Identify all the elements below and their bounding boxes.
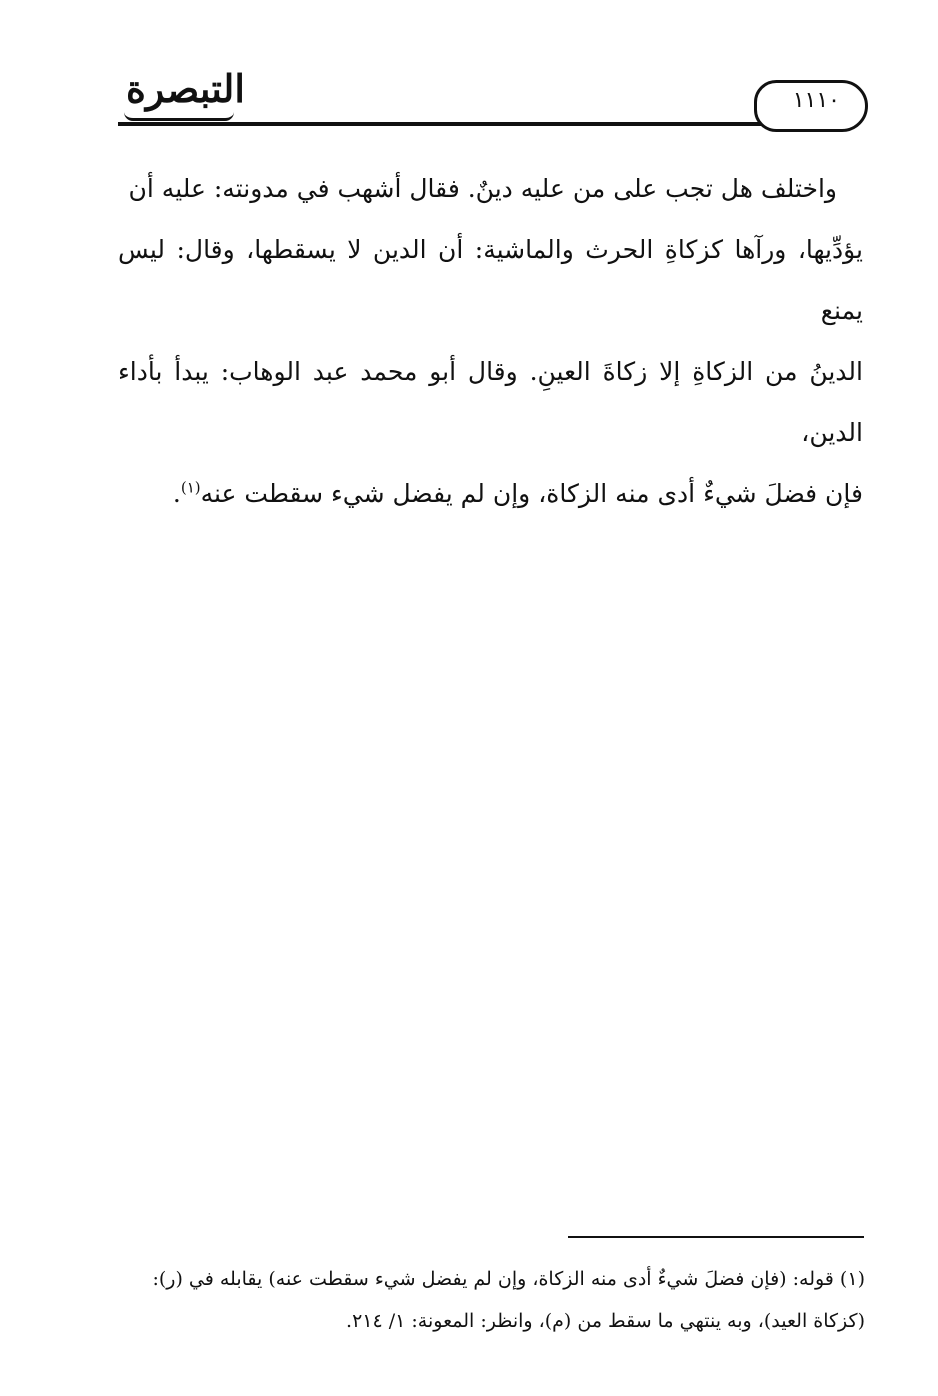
footnote-marker[interactable]: (١): [180, 478, 201, 497]
text-line: الدينُ من الزكاةِ إلا زكاةَ العينِ. وقال أبو محمد عبد الوهاب: يبدأ بأداء الدين،: [118, 357, 863, 447]
text-line: يؤدِّيها، ورآها كزكاةِ الحرث والماشية: أن الدين لا يسقطها، وقال: ليس يمنع: [118, 235, 863, 325]
page-number: ١١١٠: [792, 88, 840, 113]
text-line: واختلف هل تجب على من عليه دينٌ. فقال أشهب في مدونته: عليه أن: [128, 174, 837, 203]
footnotes: [120, 1258, 865, 1342]
footnote-separator: [568, 1236, 864, 1238]
header-rule: [118, 122, 766, 126]
text-line-last: [118, 463, 863, 524]
text-line: فإن فضلَ شيءٌ أدى منه الزكاة، وإن لم يفضل شيء سقطت عنه: [200, 479, 863, 508]
page-header: [118, 66, 868, 132]
closing-period: .: [172, 479, 181, 508]
footnote-line: (١) قوله: (فإن فضلَ شيءٌ أدى منه الزكاة، وإن لم يفضل شيء سقطت عنه) يقابله في (ر):: [152, 1268, 865, 1290]
title-ornament: [124, 112, 234, 121]
running-title: التبصرة: [126, 66, 245, 111]
main-text: [118, 158, 863, 524]
footnote-line: (كزكاة العيد)، وبه ينتهي ما سقط من (م)، وانظر: المعونة: ١/ ٢١٤.: [346, 1310, 865, 1332]
